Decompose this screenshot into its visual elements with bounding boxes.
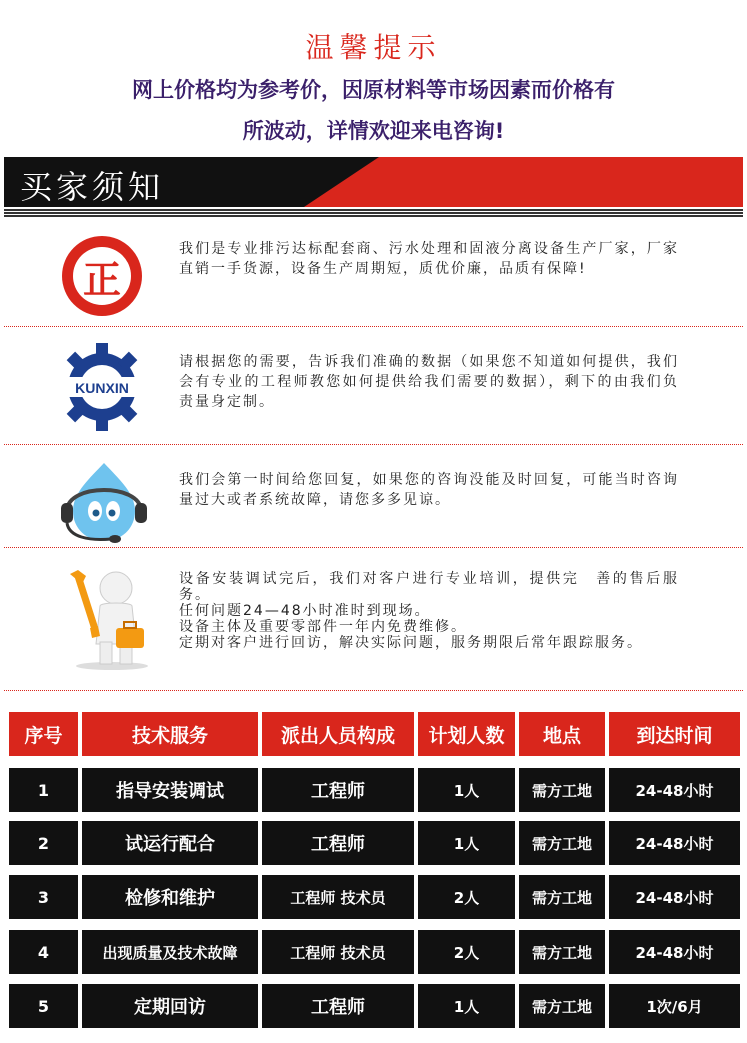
table-cell: 24-48小时 — [609, 768, 740, 812]
table-row — [9, 821, 740, 865]
notice-line-2: 所波动，详情欢迎来电咨询! — [242, 119, 505, 143]
table-cell: 工程师 — [262, 768, 414, 812]
table-cell: 1次/6月 — [609, 984, 740, 1028]
banner-title: 买家须知 — [20, 168, 165, 206]
headset-icon — [59, 457, 149, 545]
zheng-icon-text: 正 — [73, 247, 131, 305]
table-row — [9, 768, 740, 812]
table-row — [9, 875, 740, 919]
header-cell: 地点 — [519, 712, 605, 756]
header-cell: 到达时间 — [609, 712, 740, 756]
banner-stripes — [4, 209, 743, 217]
table-cell: 出现质量及技术故障 — [82, 930, 258, 974]
table-cell: 24-48小时 — [609, 875, 740, 919]
table-cell: 24-48小时 — [609, 930, 740, 974]
notice-title: 温馨提示 — [305, 31, 442, 64]
table-cell: 24-48小时 — [609, 821, 740, 865]
section-text: 我们是专业排污达标配套商、污水处理和固液分离设备生产厂家，厂家直销一手货源，设备生产周期短，质优价廉，品质有保障! — [179, 241, 679, 277]
table-cell: 需方工地 — [519, 875, 605, 919]
section-text: 我们会第一时间给您回复，如果您的咨询没能及时回复，可能当时咨询量过大或者系统故障，请您多多见谅。 — [179, 472, 679, 508]
table-cell: 2人 — [418, 875, 515, 919]
notice-line-1: 网上价格均为参考价，因原材料等市场因素而价格有 — [132, 78, 615, 102]
table-header-row — [9, 712, 740, 756]
header-cell: 派出人员构成 — [262, 712, 414, 756]
section-text — [179, 571, 679, 651]
table-cell: 指导安装调试 — [82, 768, 258, 812]
section-service — [4, 548, 743, 691]
banner-red-block — [304, 157, 743, 207]
service-line: 任何问题24—48小时准时到现场。 — [179, 603, 431, 619]
table-cell: 需方工地 — [519, 821, 605, 865]
header-cell: 序号 — [9, 712, 78, 756]
table-cell: 需方工地 — [519, 984, 605, 1028]
table-cell: 1 — [9, 768, 78, 812]
gear-icon-text: KUNXIN — [75, 380, 129, 396]
service-line: 设备主体及重要零部件一年内免费维修。 — [179, 619, 467, 635]
service-line: 定期对客户进行回访，解决实际问题，服务期限后常年跟踪服务。 — [179, 635, 643, 651]
table-cell: 2 — [9, 821, 78, 865]
table-row — [9, 984, 740, 1028]
table-cell: 需方工地 — [519, 930, 605, 974]
table-row — [9, 930, 740, 974]
table-cell: 工程师 技术员 — [262, 875, 414, 919]
table-cell: 工程师 技术员 — [262, 930, 414, 974]
table-cell: 1人 — [418, 984, 515, 1028]
table-cell: 需方工地 — [519, 768, 605, 812]
section-reply — [4, 445, 743, 548]
table-cell: 检修和维护 — [82, 875, 258, 919]
table-cell: 5 — [9, 984, 78, 1028]
zheng-icon — [62, 236, 142, 316]
worker-icon — [64, 566, 154, 671]
table-cell: 试运行配合 — [82, 821, 258, 865]
table-cell: 2人 — [418, 930, 515, 974]
table-cell: 3 — [9, 875, 78, 919]
table-cell: 4 — [9, 930, 78, 974]
section-custom — [4, 327, 743, 445]
section-quality — [4, 222, 743, 327]
dotted-divider — [4, 690, 743, 691]
table-cell: 1人 — [418, 768, 515, 812]
table-cell: 工程师 — [262, 821, 414, 865]
header-cell: 计划人数 — [418, 712, 515, 756]
table-cell: 1人 — [418, 821, 515, 865]
buyer-notice-banner — [4, 157, 743, 207]
table-cell: 定期回访 — [82, 984, 258, 1028]
section-text: 请根据您的需要，告诉我们准确的数据（如果您不知道如何提供，我们会有专业的工程师教您如何提供给我们需要的数据），剩下的由我们负责量身定制。 — [179, 354, 679, 410]
header-cell: 技术服务 — [82, 712, 258, 756]
gear-icon — [56, 341, 148, 433]
table-cell: 工程师 — [262, 984, 414, 1028]
service-line: 设备安装调试完后，我们对客户进行专业培训，提供完 善的售后服务。 — [179, 571, 679, 603]
